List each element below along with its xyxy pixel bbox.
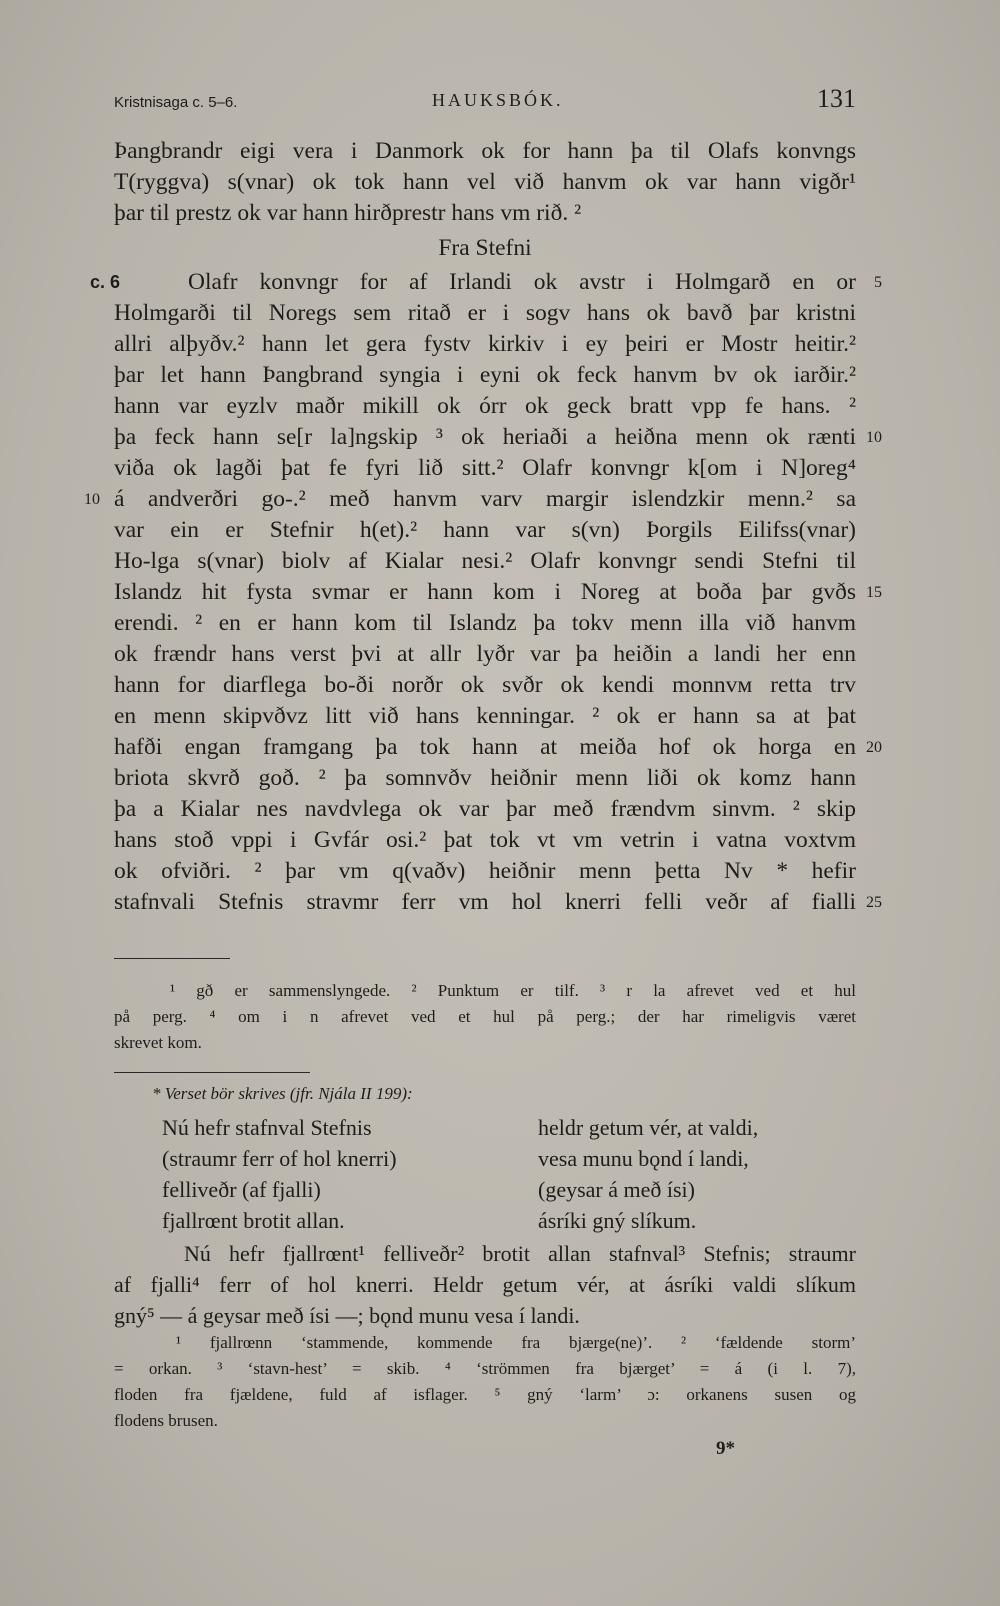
verse-glosses [114,1330,856,1434]
line-text: T(ryggva) s(vnar) ok tok hann vel við hanvm ok var hann vigðr¹ [114,169,856,195]
verse-line: (geysar á með ísi) [538,1177,695,1202]
text-line [114,763,856,794]
text-line [114,298,856,329]
verse-note-rule [114,1072,310,1073]
footnote-rule [114,958,230,959]
gloss-line: flodens brusen. [114,1411,218,1430]
line-number-right: 25 [866,894,882,911]
text-line [114,546,856,577]
line-text: á andverðri go-.² með hanvm varv margir islendzkir menn.² sa [114,486,856,512]
line-text: Ho-lga s(vnar) biolv af Kialar nesi.² Olafr konvngr sendi Stefni til [114,548,856,574]
line-text: hann var eyzlv maðr mikill ok órr ok geck bratt vpp fe hans. ² [114,393,856,419]
line-text: allri alþyðv.² hann let gera fystv kirkiv i ey þeiri er Mostr heitir.² [114,331,856,357]
prose-line: gný⁵ — á geysar með ísi —; bǫnd munu vesa í landi. [114,1303,580,1328]
verse-line: vesa munu bǫnd í landi, [538,1146,749,1171]
line-text: erendi. ² en er hann kom til Islandz þa tokv menn illa við hanvm [114,610,856,636]
line-text: hann for diarflega bo-ði norðr ok svðr ok kendi monnvм retta trv [114,672,856,698]
text-line [114,453,856,484]
header-section-ref: Kristnisaga c. 5–6. [114,94,238,111]
line-text: þar til prestz ok var hann hirðprestr hans vm rið. ² [114,200,582,226]
footnotes-apparatus [114,978,856,1056]
text-line [114,732,882,763]
text-line [114,670,856,701]
text-line [114,198,856,229]
text-line [114,136,856,167]
text-line [114,329,856,360]
text-line [114,825,856,856]
line-number-right: 10 [866,429,882,446]
text-line [114,608,856,639]
verse-line: heldr getum vér, at valdi, [538,1115,759,1140]
line-text: hans stoð vppi i Gvfár osi.² þat tok vt vm vetrin i vatna voxtvm [114,827,856,853]
line-text: viða ok lagði þat fe fyri lið sitt.² Olafr konvngr k[om i N]oreg⁴ [114,455,856,481]
line-text: ok frændr hans verst þvi at allr lyðr var þa heiðin a landi her enn [114,641,856,667]
verse-prose-order [114,1238,856,1331]
text-line [114,701,856,732]
text-line [114,856,856,887]
verse-line: Nú hefr stafnval Stefnis [162,1115,372,1140]
chapter-number: c. 6 [90,272,121,292]
text-line [114,577,882,608]
footnote-line: ¹ gð er sammenslyngede. ² Punktum er tilf. ³ r la afrevet ved et hul [170,981,856,1000]
line-text: Fra Stefni [438,235,532,261]
verse-column-right [538,1112,758,1236]
text-line [114,422,882,453]
verse-line: felliveðr (af fjalli) [162,1177,321,1202]
page-number: 131 [817,84,856,113]
line-text: hafði engan framgang þa tok hann at meiða hof ok horga en [114,734,856,760]
line-number-right: 5 [874,274,882,291]
signature-mark: 9* [716,1438,735,1459]
footnote-line: skrevet kom. [114,1033,202,1052]
line-text: Olafr konvngr for af Irlandi ok avstr i Holmgarð en or [188,269,856,295]
running-header [114,84,856,120]
verse-column-left [162,1112,397,1236]
verse-line: ásríki gný slíkum. [538,1208,697,1233]
section-heading [114,229,856,267]
gloss-line: = orkan. ³ ‘stavn-hest’ = skib. ⁴ ‘strömmen fra bjærget’ = á (i l. 7), [114,1359,856,1378]
footnote-line: på perg. ⁴ om i n afrevet ved et hul på perg.; der har rimeligvis været [114,1007,856,1026]
line-text: var ein er Stefnir h(et).² hann var s(vn) Þorgils Eilifss(vnar) [114,517,856,543]
line-number-right: 15 [866,584,882,601]
line-text: þa a Kialar nes navdvlega ok var þar með frændvm sinvm. ² skip [114,796,856,822]
line-text: þa feck hann se[r la]ngskip ³ ok heriaði a heiðna menn ok rænti [114,424,856,450]
text-line [114,887,882,918]
text-line [114,167,856,198]
main-text [84,136,882,918]
verse-note-heading: * Verset bör skrives (jfr. Njála II 199): [152,1084,413,1103]
text-line [84,484,856,515]
line-text: Þangbrandr eigi vera i Danmork ok for hann þa til Olafs konvngs [114,138,856,164]
prose-line: af fjalli⁴ ferr of hol knerri. Heldr getum vér, at ásríki valdi slíkum [114,1272,856,1297]
text-line [114,639,856,670]
text-line [114,515,856,546]
line-number-left: 10 [84,491,100,508]
line-number-right: 20 [866,739,882,756]
gloss-line: ¹ fjallrœnn ‘stammende, kommende fra bjærge(ne)’. ² ‘fældende storm’ [176,1333,856,1352]
line-text: Holmgarði til Noregs sem ritað er i sogv hans ok bavð þar kristni [114,300,856,326]
line-text: briota skvrð goð. ² þa somnvðv heiðnir menn liði ok komz hann [114,765,856,791]
line-text: þar let hann Þangbrand syngia i eyni ok feck hanvm bv ok iarðir.² [114,362,856,388]
line-text: ok ofviðri. ² þar vm q(vaðv) heiðnir menn þetta Nv * hefir [114,858,856,884]
line-text: stafnvali Stefnis stravmr ferr vm hol knerri felli veðr af fialli [114,889,856,915]
line-text: en menn skipvðvz litt við hans kenningar. ² ok er hann sa at þat [114,703,856,729]
gloss-line: floden fra fjældene, fuld af isflager. ⁵ gný ‘larm’ ɔ: orkanens susen og [114,1385,856,1404]
text-line [114,794,856,825]
verse-line: fjallrœnt brotit allan. [162,1208,345,1233]
text-line [114,391,856,422]
prose-line: Nú hefr fjallrœnt¹ felliveðr² brotit allan stafnval³ Stefnis; straumr [184,1241,856,1266]
line-text: Islandz hit fysta svmar er hann kom i Noreg at boða þar gvðs [114,579,856,605]
text-line [114,360,856,391]
text-line [90,267,882,298]
header-title: HAUKSBÓK. [432,90,564,110]
verse-line: (straumr ferr of hol knerri) [162,1146,397,1171]
